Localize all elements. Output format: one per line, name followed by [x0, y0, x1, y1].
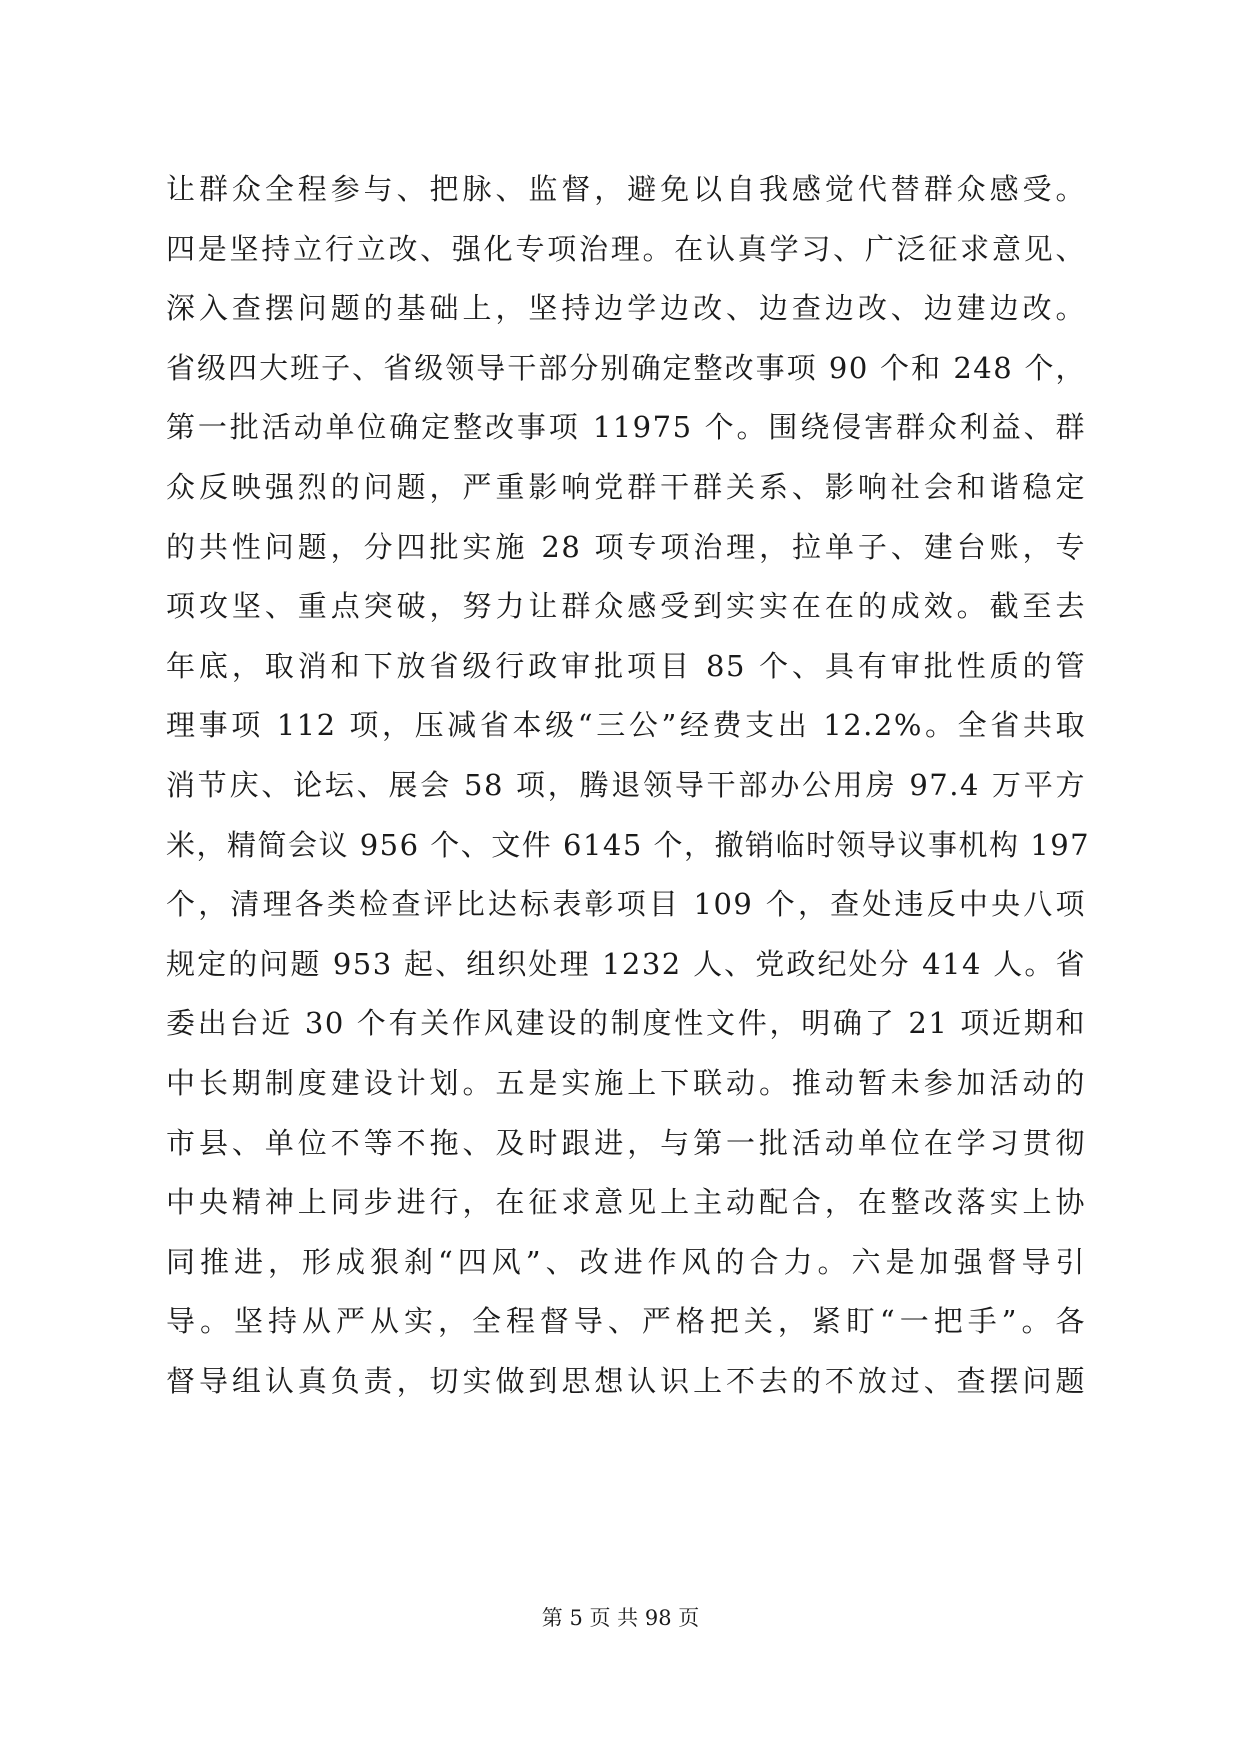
- body-text: [166, 160, 1091, 1411]
- text-line: 中长期制度建设计划。五是实施上下联动。推动暂未参加活动的: [166, 1065, 1086, 1100]
- text-line: 年底，取消和下放省级行政审批项目 85 个、具有审批性质的管: [166, 648, 1086, 683]
- page-footer: [0, 1604, 1241, 1632]
- text-line: 导。坚持从严从实，全程督导、严格把关，紧盯“一把手”。各: [166, 1304, 1086, 1339]
- text-line: 米，精简会议 956 个、文件 6145 个，撤销临时领导议事机构 197: [166, 827, 1091, 862]
- text-line: 市县、单位不等不拖、及时跟进，与第一批活动单位在学习贯彻: [166, 1125, 1086, 1160]
- text-line: 规定的问题 953 起、组织处理 1232 人、党政纪处分 414 人。省: [166, 946, 1086, 981]
- text-line: 消节庆、论坛、展会 58 项，腾退领导干部办公用房 97.4 万平方: [166, 767, 1086, 802]
- page-number: 第 5 页 共 98 页: [541, 1606, 700, 1630]
- text-line: 个，清理各类检查评比达标表彰项目 109 个，查处违反中央八项: [166, 887, 1086, 922]
- text-line: 项攻坚、重点突破，努力让群众感受到实实在在的成效。截至去: [166, 589, 1086, 624]
- text-line: 省级四大班子、省级领导干部分别确定整改事项 90 个和 248 个，: [166, 350, 1086, 385]
- text-line: 的共性问题，分四批实施 28 项专项治理，拉单子、建台账，专: [166, 529, 1086, 564]
- text-line: 理事项 112 项，压减省本级“三公”经费支出 12.2%。全省共取: [166, 708, 1086, 743]
- text-line: 同推进，形成狠刹“四风”、改进作风的合力。六是加强督导引: [166, 1244, 1086, 1279]
- text-line: 中央精神上同步进行，在征求意见上主动配合，在整改落实上协: [166, 1185, 1086, 1220]
- text-line: 督导组认真负责，切实做到思想认识上不去的不放过、查摆问题: [166, 1363, 1086, 1398]
- text-line: 第一批活动单位确定整改事项 11975 个。围绕侵害群众利益、群: [166, 410, 1086, 445]
- text-line: 深入查摆问题的基础上，坚持边学边改、边查边改、边建边改。: [166, 291, 1086, 326]
- text-line: 四是坚持立行立改、强化专项治理。在认真学习、广泛征求意见、: [166, 231, 1086, 266]
- text-line: 众反映强烈的问题，严重影响党群干群关系、影响社会和谐稳定: [166, 469, 1086, 504]
- text-line: 让群众全程参与、把脉、监督，避免以自我感觉代替群众感受。: [166, 172, 1086, 206]
- text-line: 委出台近 30 个有关作风建设的制度性文件，明确了 21 项近期和: [166, 1006, 1086, 1041]
